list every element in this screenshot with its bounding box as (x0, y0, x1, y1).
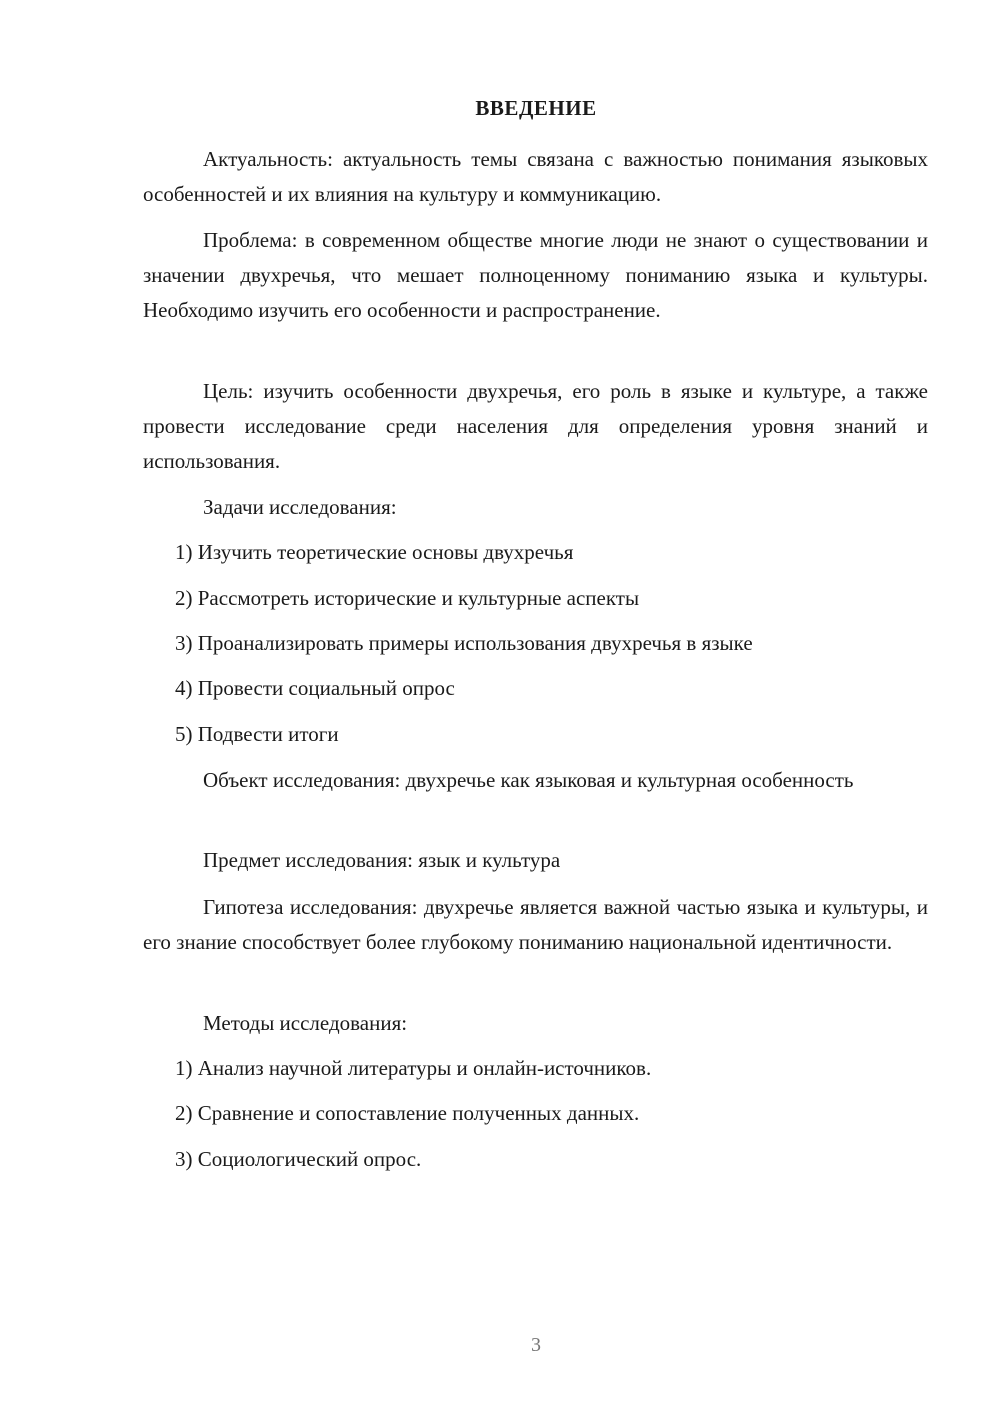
task-item-2: 2) Рассмотреть исторические и культурные аспекты (175, 586, 640, 610)
page-title: ВВЕДЕНИЕ (475, 96, 597, 120)
task-item-3: 3) Проанализировать примеры использования двухречья в языке (175, 631, 753, 655)
goal-paragraph: Цель: изучить особенности двухречья, его роль в языке и культуре, а также провести исследование среди населения для определения уровня знаний и использования. (143, 379, 928, 473)
method-item-1: 1) Анализ научной литературы и онлайн-источников. (175, 1056, 652, 1080)
method-item-2: 2) Сравнение и сопоставление полученных данных. (175, 1101, 640, 1125)
tasks-title: Задачи исследования: (203, 495, 397, 519)
task-item-5: 5) Подвести итоги (175, 722, 339, 746)
hypothesis-paragraph: Гипотеза исследования: двухречье является важной частью языка и культуры, и его знание способствует более глубокому пониманию национальной идентичности. (143, 895, 928, 954)
relevance-paragraph: Актуальность: актуальность темы связана с важностью понимания языковых особенностей и их влияния на культуру и коммуникацию. (143, 147, 928, 206)
object-paragraph: Объект исследования: двухречье как языковая и культурная особенность (203, 768, 854, 792)
problem-paragraph: Проблема: в современном обществе многие люди не знают о существовании и значении двухречья, что мешает полноценному пониманию языка и культуры. Необходимо изучить его особенности и распространение. (143, 228, 928, 322)
subject-paragraph: Предмет исследования: язык и культура (203, 848, 561, 872)
task-item-1: 1) Изучить теоретические основы двухречья (175, 540, 574, 564)
page-number: 3 (531, 1334, 541, 1356)
methods-title: Методы исследования: (203, 1011, 408, 1035)
method-item-3: 3) Социологический опрос. (175, 1147, 422, 1171)
task-item-4: 4) Провести социальный опрос (175, 676, 455, 700)
